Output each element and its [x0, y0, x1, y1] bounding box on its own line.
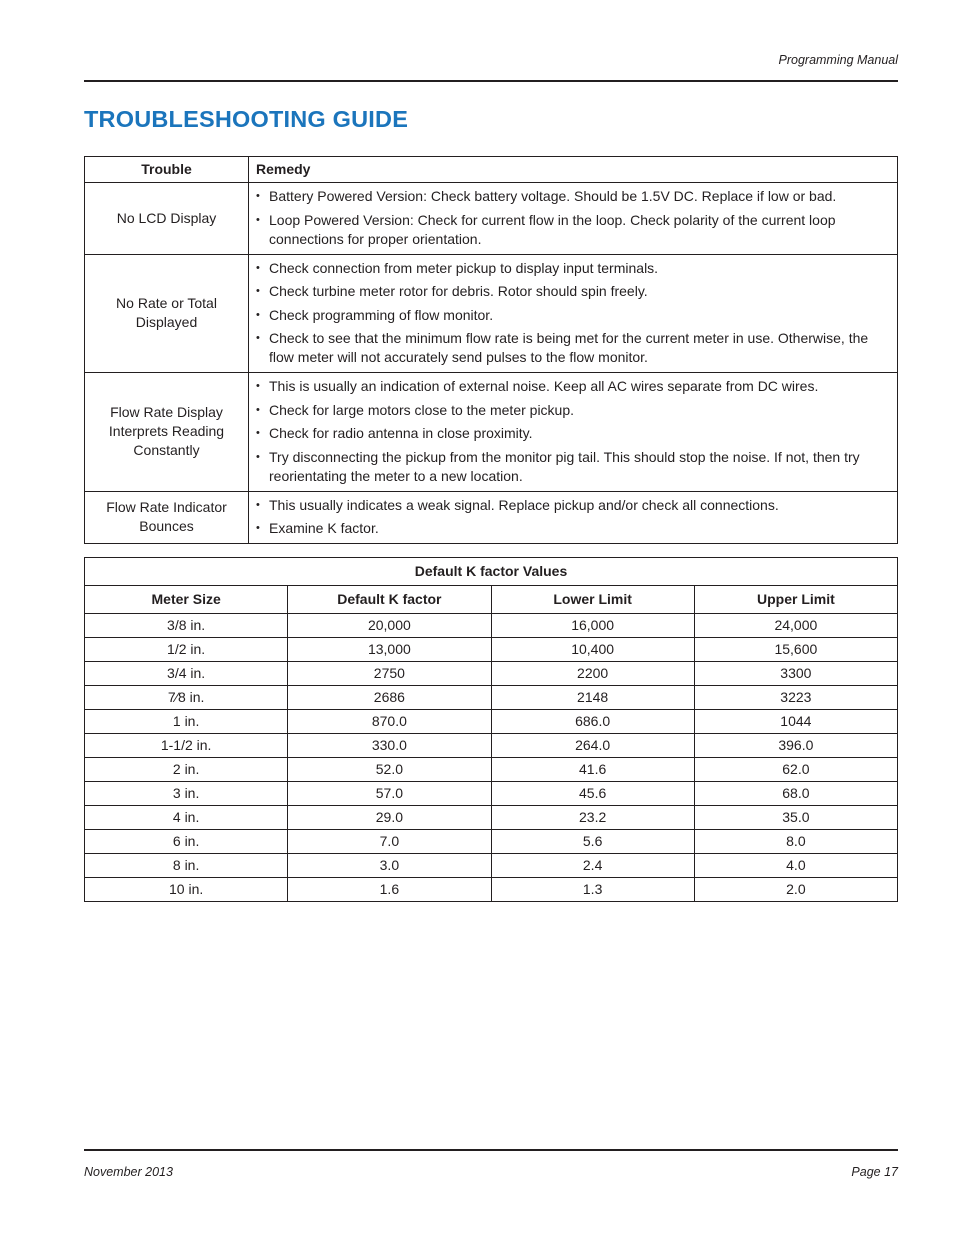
upper-limit-cell: 24,000	[694, 614, 897, 638]
meter-size-cell: 7⁄8 in.	[85, 686, 288, 710]
footer-date: November 2013	[84, 1165, 173, 1179]
remedy-item: • Battery Powered Version: Check battery voltage. Should be 1.5V DC. Replace if low or bad.	[255, 187, 881, 206]
upper-limit-header: Upper Limit	[694, 586, 897, 614]
meter-size-cell: 1/2 in.	[85, 638, 288, 662]
meter-size-cell: 8 in.	[85, 854, 288, 878]
meter-size-cell: 6 in.	[85, 830, 288, 854]
meter-size-cell: 1 in.	[85, 710, 288, 734]
k-factor-row	[85, 614, 898, 638]
troubleshooting-header-row	[85, 157, 898, 183]
meter-size-cell: 4 in.	[85, 806, 288, 830]
remedy-item: • Check for radio antenna in close proximity.	[255, 424, 881, 443]
meter-size-cell: 3/8 in.	[85, 614, 288, 638]
meter-size-cell: 3/4 in.	[85, 662, 288, 686]
default-k-factor-cell: 870.0	[288, 710, 491, 734]
k-factor-row	[85, 806, 898, 830]
lower-limit-cell: 10,400	[491, 638, 694, 662]
upper-limit-cell: 8.0	[694, 830, 897, 854]
remedy-item: • Check connection from meter pickup to display input terminals.	[255, 259, 881, 278]
trouble-cell: Flow Rate Indicator Bounces	[85, 491, 249, 544]
default-k-factor-cell: 330.0	[288, 734, 491, 758]
meter-size-cell: 2 in.	[85, 758, 288, 782]
remedy-list	[255, 377, 881, 486]
troubleshooting-table	[84, 156, 898, 544]
upper-limit-cell: 3223	[694, 686, 897, 710]
lower-limit-cell: 1.3	[491, 878, 694, 902]
default-k-factor-header: Default K factor	[288, 586, 491, 614]
remedy-list	[255, 259, 881, 368]
trouble-cell: No Rate or Total Displayed	[85, 254, 249, 373]
troubleshooting-row	[85, 183, 898, 255]
k-factor-row	[85, 662, 898, 686]
remedy-list	[255, 496, 881, 539]
remedy-item: • Check for large motors close to the meter pickup.	[255, 401, 881, 420]
k-factor-row	[85, 734, 898, 758]
lower-limit-header: Lower Limit	[491, 586, 694, 614]
default-k-factor-cell: 2750	[288, 662, 491, 686]
lower-limit-cell: 2200	[491, 662, 694, 686]
remedy-cell	[249, 491, 898, 544]
default-k-factor-cell: 1.6	[288, 878, 491, 902]
lower-limit-cell: 41.6	[491, 758, 694, 782]
default-k-factor-cell: 57.0	[288, 782, 491, 806]
page-number: Page 17	[851, 1165, 898, 1179]
k-factor-table	[84, 557, 898, 902]
meter-size-cell: 10 in.	[85, 878, 288, 902]
upper-limit-cell: 3300	[694, 662, 897, 686]
remedy-item: • This is usually an indication of external noise. Keep all AC wires separate from DC wires.	[255, 377, 881, 396]
lower-limit-cell: 2.4	[491, 854, 694, 878]
default-k-factor-cell: 13,000	[288, 638, 491, 662]
lower-limit-cell: 2148	[491, 686, 694, 710]
lower-limit-cell: 5.6	[491, 830, 694, 854]
remedy-item: • Loop Powered Version: Check for current flow in the loop. Check polarity of the current loop connections for proper orientation.	[255, 211, 881, 249]
k-factor-table-title: Default K factor Values	[85, 558, 898, 586]
upper-limit-cell: 2.0	[694, 878, 897, 902]
upper-limit-cell: 396.0	[694, 734, 897, 758]
remedy-cell	[249, 373, 898, 492]
page-title: TROUBLESHOOTING GUIDE	[84, 106, 409, 132]
lower-limit-cell: 686.0	[491, 710, 694, 734]
upper-limit-cell: 68.0	[694, 782, 897, 806]
k-factor-row	[85, 758, 898, 782]
default-k-factor-cell: 3.0	[288, 854, 491, 878]
default-k-factor-cell: 29.0	[288, 806, 491, 830]
default-k-factor-cell: 52.0	[288, 758, 491, 782]
remedy-item: • Try disconnecting the pickup from the monitor pig tail. This should stop the noise. If not, then try reorientating the meter to a new location.	[255, 448, 881, 486]
k-factor-row	[85, 686, 898, 710]
troubleshooting-row	[85, 373, 898, 492]
remedy-cell	[249, 254, 898, 373]
meter-size-cell: 3 in.	[85, 782, 288, 806]
lower-limit-cell: 16,000	[491, 614, 694, 638]
k-factor-row	[85, 878, 898, 902]
troubleshooting-row	[85, 491, 898, 544]
footer-rule	[84, 1149, 898, 1151]
trouble-cell: No LCD Display	[85, 183, 249, 255]
lower-limit-cell: 23.2	[491, 806, 694, 830]
default-k-factor-cell: 20,000	[288, 614, 491, 638]
upper-limit-cell: 1044	[694, 710, 897, 734]
k-factor-row	[85, 710, 898, 734]
meter-size-cell: 1-1/2 in.	[85, 734, 288, 758]
k-factor-row	[85, 830, 898, 854]
k-factor-row	[85, 854, 898, 878]
k-factor-title-row	[85, 558, 898, 586]
remedy-item: • Check programming of flow monitor.	[255, 306, 881, 325]
remedy-item: • Check turbine meter rotor for debris. Rotor should spin freely.	[255, 282, 881, 301]
remedy-list	[255, 187, 881, 249]
remedy-column-header: Remedy	[249, 157, 898, 183]
remedy-item: • Check to see that the minimum flow rate is being met for the current meter in use. Otherwise, the flow meter will not accurately send pulses to the flow monitor.	[255, 329, 881, 367]
upper-limit-cell: 4.0	[694, 854, 897, 878]
troubleshooting-row	[85, 254, 898, 373]
meter-size-header: Meter Size	[85, 586, 288, 614]
remedy-item: • This usually indicates a weak signal. Replace pickup and/or check all connections.	[255, 496, 881, 515]
remedy-item: • Examine K factor.	[255, 519, 881, 538]
running-header: Programming Manual	[778, 53, 898, 67]
trouble-column-header: Trouble	[85, 157, 249, 183]
k-factor-row	[85, 638, 898, 662]
upper-limit-cell: 15,600	[694, 638, 897, 662]
upper-limit-cell: 62.0	[694, 758, 897, 782]
trouble-cell: Flow Rate Display Interprets Reading Constantly	[85, 373, 249, 492]
default-k-factor-cell: 7.0	[288, 830, 491, 854]
lower-limit-cell: 264.0	[491, 734, 694, 758]
upper-limit-cell: 35.0	[694, 806, 897, 830]
default-k-factor-cell: 2686	[288, 686, 491, 710]
lower-limit-cell: 45.6	[491, 782, 694, 806]
k-factor-header-row	[85, 586, 898, 614]
header-rule	[84, 80, 898, 82]
remedy-cell	[249, 183, 898, 255]
k-factor-row	[85, 782, 898, 806]
